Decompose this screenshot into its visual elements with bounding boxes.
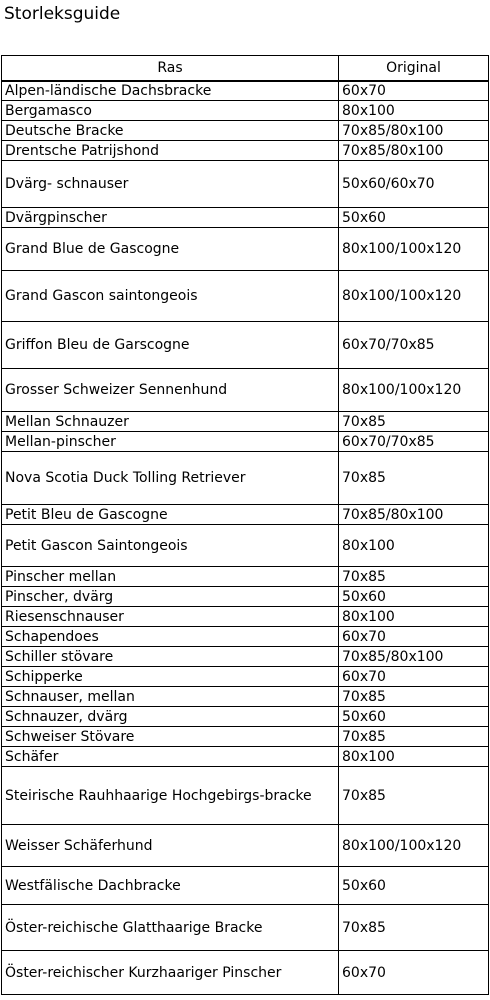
breed-cell: Nova Scotia Duck Tolling Retriever <box>2 452 339 505</box>
size-cell: 70x85 <box>339 727 489 747</box>
size-cell: 50x60 <box>339 707 489 727</box>
size-cell: 60x70 <box>339 951 489 995</box>
table-row <box>2 607 489 627</box>
breed-cell: Petit Bleu de Gascogne <box>2 505 339 525</box>
size-cell: 70x85 <box>339 767 489 825</box>
table-row <box>2 647 489 667</box>
breed-cell: Schiller stövare <box>2 647 339 667</box>
breed-cell: Öster-reichische Glatthaarige Bracke <box>2 905 339 951</box>
table-row <box>2 121 489 141</box>
size-cell: 80x100 <box>339 747 489 767</box>
size-cell: 70x85 <box>339 687 489 707</box>
breed-cell: Deutsche Bracke <box>2 121 339 141</box>
size-cell: 50x60 <box>339 208 489 228</box>
breed-cell: Dvärgpinscher <box>2 208 339 228</box>
table-row <box>2 905 489 951</box>
breed-cell: Schnauser, mellan <box>2 687 339 707</box>
size-cell: 70x85/80x100 <box>339 647 489 667</box>
size-cell: 70x85 <box>339 567 489 587</box>
size-cell: 70x85/80x100 <box>339 505 489 525</box>
size-cell: 80x100 <box>339 101 489 121</box>
page-title: Storleksguide <box>4 4 121 24</box>
table-row <box>2 687 489 707</box>
size-cell: 60x70 <box>339 81 489 101</box>
size-cell: 50x60/60x70 <box>339 161 489 208</box>
table-row <box>2 432 489 452</box>
size-cell: 70x85/80x100 <box>339 141 489 161</box>
size-cell: 80x100/100x120 <box>339 825 489 867</box>
table-row <box>2 567 489 587</box>
breed-cell: Alpen-ländische Dachsbracke <box>2 81 339 101</box>
size-guide-table <box>1 55 489 995</box>
breed-cell: Bergamasco <box>2 101 339 121</box>
breed-cell: Griffon Bleu de Garscogne <box>2 322 339 369</box>
table-row <box>2 727 489 747</box>
breed-cell: Schäfer <box>2 747 339 767</box>
breed-cell: Drentsche Patrijshond <box>2 141 339 161</box>
breed-cell: Pinscher mellan <box>2 567 339 587</box>
size-cell: 80x100/100x120 <box>339 369 489 412</box>
table-row <box>2 707 489 727</box>
table-row <box>2 101 489 121</box>
breed-cell: Riesenschnauser <box>2 607 339 627</box>
size-cell: 60x70/70x85 <box>339 322 489 369</box>
column-header-ras: Ras <box>2 56 339 81</box>
column-header-original: Original <box>339 56 489 81</box>
size-cell: 70x85 <box>339 412 489 432</box>
size-cell: 60x70 <box>339 627 489 647</box>
size-cell: 50x60 <box>339 587 489 607</box>
breed-cell: Öster-reichischer Kurzhaariger Pinscher <box>2 951 339 995</box>
size-cell: 70x85 <box>339 905 489 951</box>
breed-cell: Petit Gascon Saintongeois <box>2 525 339 567</box>
breed-cell: Schipperke <box>2 667 339 687</box>
table-row <box>2 525 489 567</box>
size-cell: 80x100 <box>339 607 489 627</box>
breed-cell: Weisser Schäferhund <box>2 825 339 867</box>
size-cell: 60x70/70x85 <box>339 432 489 452</box>
table-row <box>2 81 489 101</box>
table-row <box>2 228 489 271</box>
table-row <box>2 452 489 505</box>
table-row <box>2 867 489 905</box>
table-row <box>2 141 489 161</box>
breed-cell: Schnauzer, dvärg <box>2 707 339 727</box>
table-row <box>2 412 489 432</box>
table-row <box>2 271 489 322</box>
size-cell: 70x85 <box>339 452 489 505</box>
breed-cell: Steirische Rauhhaarige Hochgebirgs-bracke <box>2 767 339 825</box>
breed-cell: Mellan Schnauzer <box>2 412 339 432</box>
table-row <box>2 161 489 208</box>
table-row <box>2 951 489 995</box>
table-row <box>2 369 489 412</box>
table-row <box>2 505 489 525</box>
table-row <box>2 747 489 767</box>
breed-cell: Schweiser Stövare <box>2 727 339 747</box>
size-cell: 60x70 <box>339 667 489 687</box>
breed-cell: Pinscher, dvärg <box>2 587 339 607</box>
table-row <box>2 627 489 647</box>
table-row <box>2 667 489 687</box>
table-row <box>2 587 489 607</box>
size-cell: 80x100/100x120 <box>339 271 489 322</box>
breed-cell: Westfälische Dachbracke <box>2 867 339 905</box>
size-cell: 70x85/80x100 <box>339 121 489 141</box>
table-row <box>2 825 489 867</box>
breed-cell: Grand Blue de Gascogne <box>2 228 339 271</box>
breed-cell: Mellan-pinscher <box>2 432 339 452</box>
size-cell: 50x60 <box>339 867 489 905</box>
size-cell: 80x100/100x120 <box>339 228 489 271</box>
breed-cell: Schapendoes <box>2 627 339 647</box>
table-row <box>2 767 489 825</box>
table-header-row <box>2 56 489 81</box>
breed-cell: Dvärg- schnauser <box>2 161 339 208</box>
breed-cell: Grand Gascon saintongeois <box>2 271 339 322</box>
table-row <box>2 322 489 369</box>
breed-cell: Grosser Schweizer Sennenhund <box>2 369 339 412</box>
size-cell: 80x100 <box>339 525 489 567</box>
table-row <box>2 208 489 228</box>
